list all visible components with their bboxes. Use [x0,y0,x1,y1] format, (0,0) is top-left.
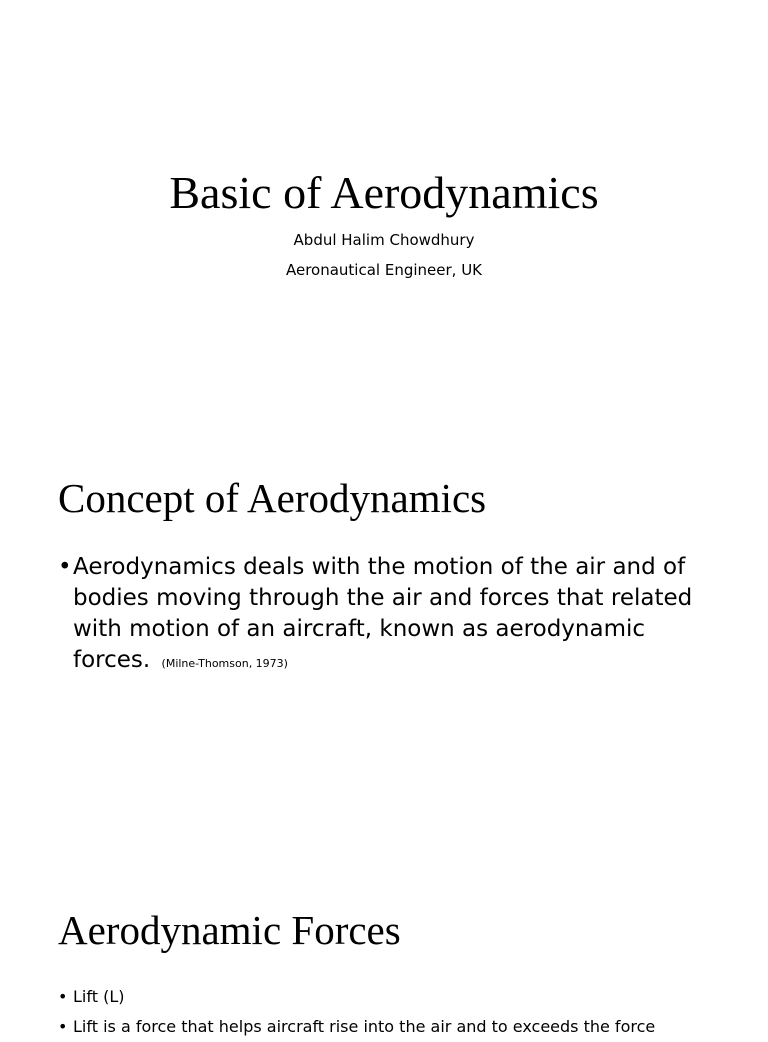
author-role: Aeronautical Engineer, UK [285,261,483,279]
bullet-icon: • [58,554,72,580]
bullet-icon: • [58,987,68,1006]
slide-title: Aerodynamic Forces [58,907,401,953]
bullet-text: Aerodynamics deals with the motion of the air and of bodies moving through the air and forces that related with motion of an aircraft, known as aerodynamic forces. [73,554,693,673]
bullet-icon: • [58,1017,68,1036]
concept-slide [0,432,768,864]
forces-slide [0,864,768,1036]
list-item [58,1012,708,1042]
bullet-list [58,982,708,1042]
citation: (Milne-Thomson, 1973) [161,657,288,670]
bullet-list [58,552,708,679]
bullet-text: Lift (L) [73,987,125,1006]
slide-title: Concept of Aerodynamics [58,475,487,521]
bullet-text: Lift is a force that helps aircraft rise into the air and to exceeds the force [73,1017,656,1036]
list-item [58,982,708,1012]
author-name: Abdul Halim Chowdhury [293,231,475,249]
presentation-title: Basic of Aerodynamics [169,167,599,218]
title-slide [0,0,768,432]
list-item [58,552,708,679]
